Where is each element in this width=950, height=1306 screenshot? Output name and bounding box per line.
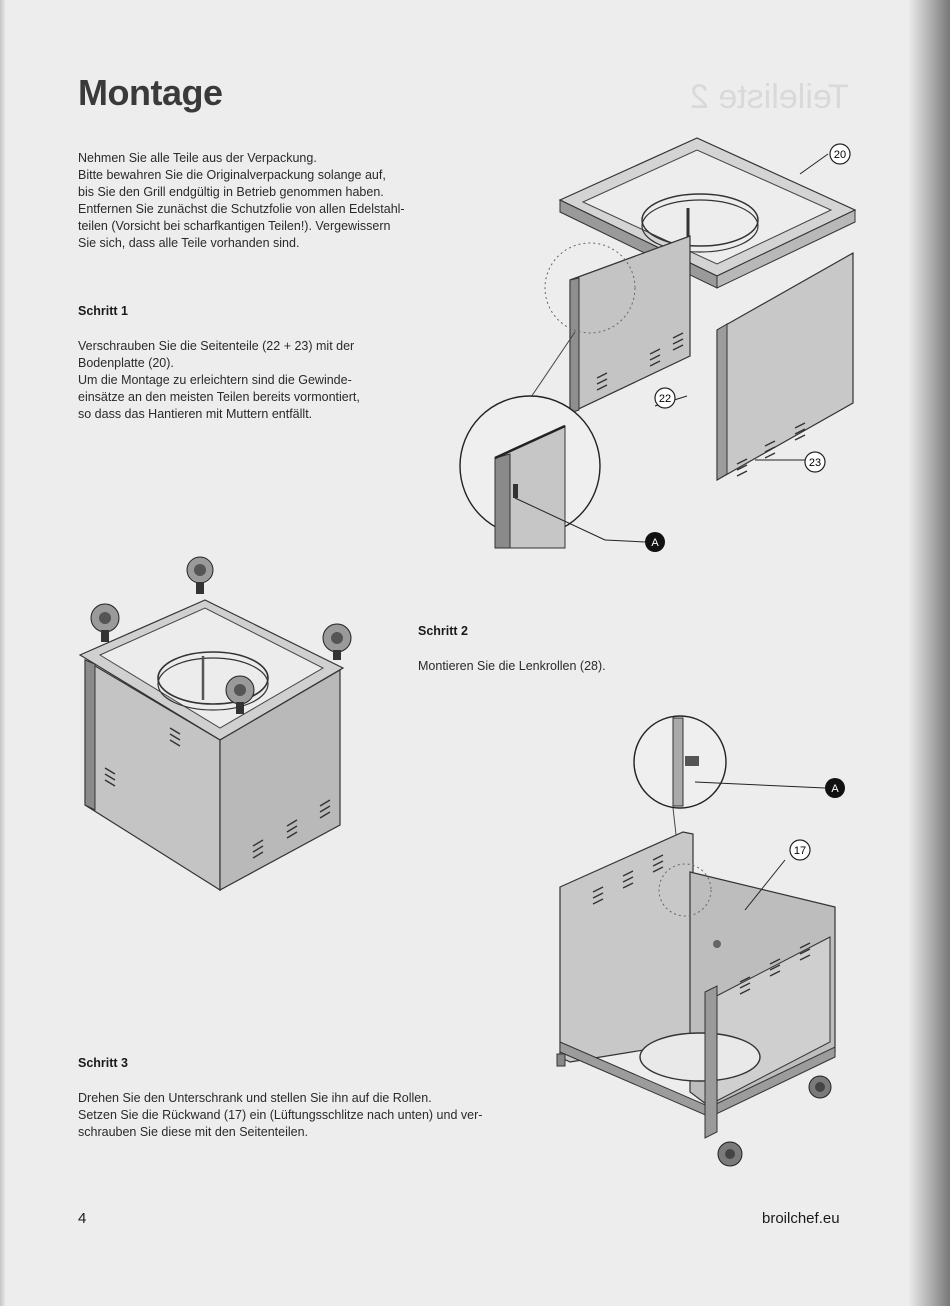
intro-line: teilen (Vorsicht bei scharfkantigen Teilen!). Vergewissern <box>78 219 391 233</box>
intro-line: Nehmen Sie alle Teile aus der Verpackung. <box>78 151 317 165</box>
step-3-heading: Schritt 3 <box>78 1056 129 1070</box>
cabinet-upright <box>557 832 835 1166</box>
svg-text:A: A <box>831 783 839 795</box>
step-3-line: Setzen Sie die Rückwand (17) ein (Lüftungsschlitze nach unten) und ver- <box>78 1108 483 1122</box>
svg-text:20: 20 <box>833 149 847 161</box>
step-2-heading: Schritt 2 <box>418 624 469 638</box>
detail-magnifier <box>460 396 600 548</box>
step-3-line: Drehen Sie den Unterschrank und stellen Sie ihn auf die Rollen. <box>78 1091 432 1105</box>
intro-line: Sie sich, dass alle Teile vorhanden sind. <box>78 236 300 250</box>
svg-text:22: 22 <box>658 393 672 405</box>
step-1-line: Bodenplatte (20). <box>78 356 174 370</box>
callout-22 <box>655 388 675 408</box>
step-1-illustration <box>455 128 875 568</box>
step-3-text <box>78 1090 482 1141</box>
step-3-line: schrauben Sie diese mit den Seitenteilen. <box>78 1125 309 1139</box>
page-left-edge <box>0 0 6 1306</box>
intro-line: Bitte bewahren Sie die Originalverpackung solange auf, <box>78 168 386 182</box>
step-1-line: einsätze an den meisten Teilen bereits vormontiert, <box>78 390 360 404</box>
side-panel-part-23 <box>717 253 853 480</box>
page-title: Montage <box>78 72 223 113</box>
side-panel-part-22 <box>570 236 690 413</box>
intro-paragraph <box>78 150 405 252</box>
page-number: 4 <box>78 1210 87 1227</box>
bleed-through-ghost: Teileliste 2 <box>690 78 849 116</box>
step-2-illustration <box>75 560 365 895</box>
website-link[interactable]: broilchef.eu <box>762 1210 840 1227</box>
step-1-text <box>78 338 360 423</box>
callout-17 <box>790 840 810 860</box>
step-2-line: Montieren Sie die Lenkrollen (28). <box>418 659 606 673</box>
intro-line: Entfernen Sie zunächst die Schutzfolie von allen Edelstahl- <box>78 202 405 216</box>
svg-text:17: 17 <box>793 845 807 857</box>
step-1-line: Verschrauben Sie die Seitenteile (22 + 23) mit der <box>78 339 355 353</box>
intro-line: bis Sie den Grill endgültig in Betrieb genommen haben. <box>78 185 384 199</box>
step-1-line: Um die Montage zu erleichtern sind die Gewinde- <box>78 373 352 387</box>
callout-a-detail-1 <box>645 532 665 552</box>
step-1-heading: Schritt 1 <box>78 304 129 318</box>
svg-text:23: 23 <box>808 457 822 469</box>
detail-connector-line <box>525 332 575 406</box>
step-1-line: so dass das Hantieren mit Muttern entfällt. <box>78 407 313 421</box>
bottom-frame-part-20 <box>560 138 855 288</box>
svg-text:A: A <box>651 537 659 549</box>
callout-a-detail-2 <box>825 778 845 798</box>
callout-20 <box>830 144 850 164</box>
page-binding-shadow <box>908 0 950 1306</box>
detail-magnifier-2 <box>634 716 726 808</box>
step-3-illustration <box>545 712 855 1174</box>
step-2-text <box>418 658 606 675</box>
cabinet-upside-down <box>80 600 343 890</box>
callout-23 <box>805 452 825 472</box>
